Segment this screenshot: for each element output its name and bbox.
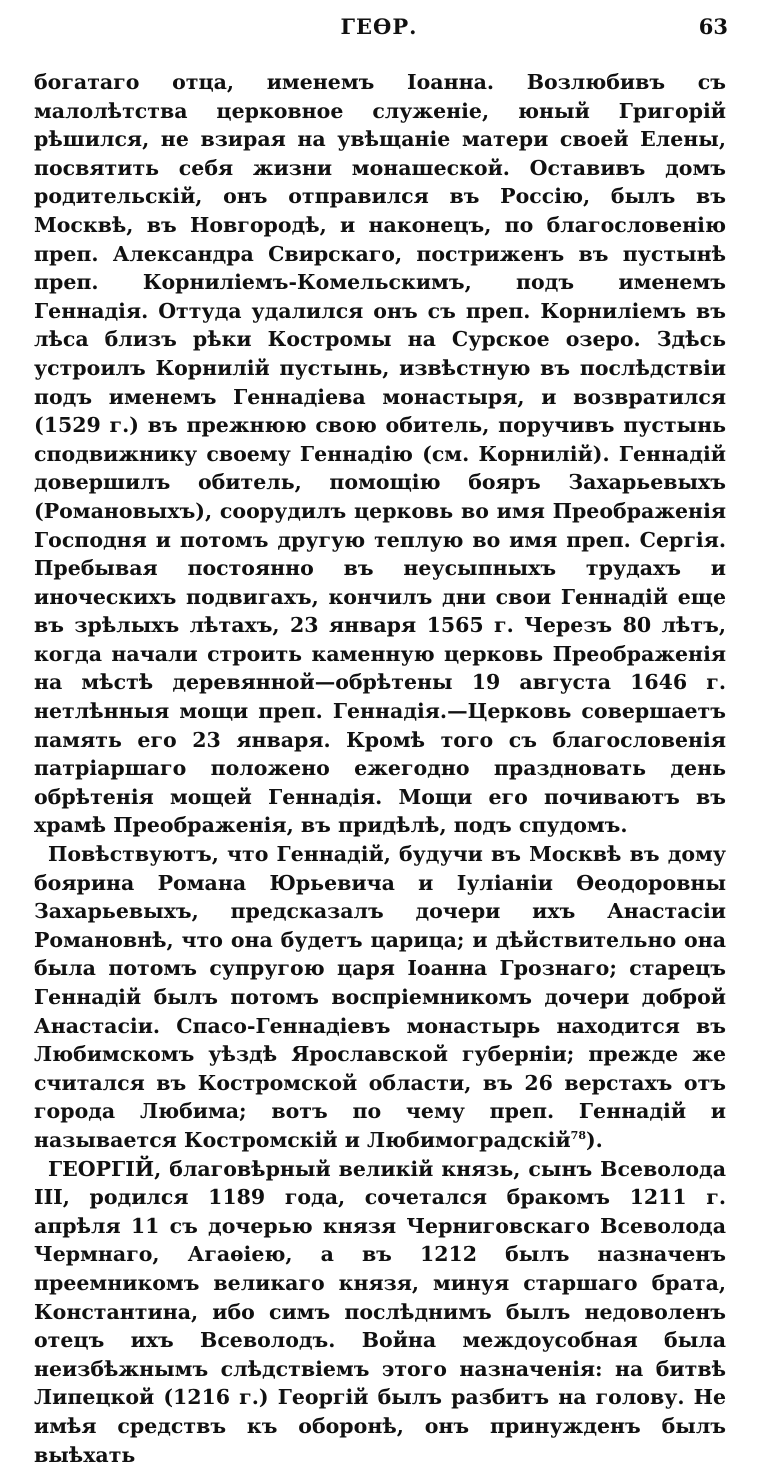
footnote-marker: 78	[570, 1129, 586, 1143]
paragraph-2	[34, 840, 726, 1155]
paragraph-1: богатаго отца, именемъ Іоанна. Возлюбивъ съ малолѣтства церковное служеніе, юный Григорій рѣшился, не взирая на увѣщаніе матери своей Елены, посвятить себя жизни монашеской. Оставивъ домъ родительскій, онъ отправился въ Россію, былъ въ Москвѣ, въ Новгородѣ, и наконецъ, по благословенію преп. Александра Свирскаго, постриженъ въ пустынѣ преп. Корниліемъ-Комельскимъ, подъ именемъ Геннадія. Оттуда удалился онъ съ преп. Корниліемъ въ лѣса близъ рѣки Костромы на Сурское озеро. Здѣсь устроилъ Корнилій пустынь, извѣстную въ послѣдствіи подъ именемъ Геннадіева монастыря, и возвратился (1529 г.) въ прежнюю свою обитель, поручивъ пустынь сподвижнику своему Геннадію (см. Корнилій). Геннадій довершилъ обитель, помощію бояръ Захарьевыхъ (Романовыхъ), соорудилъ церковь во имя Преображенія Господня и потомъ другую теплую во имя преп. Сергія. Пребывая постоянно въ неусыпныхъ трудахъ и иноческихъ подвигахъ, кончилъ дни свои Геннадій еще въ зрѣлыхъ лѣтахъ, 23 января 1565 г. Черезъ 80 лѣтъ, когда начали строить каменную церковь Преображенія на мѣстѣ деревянной—обрѣтены 19 августа 1646 г. нетлѣнныя мощи преп. Геннадія.—Церковь совершаетъ память его 23 января. Кромѣ того съ благословенія патріаршаго положено ежегодно праздновать день обрѣтенія мощей Геннадія. Мощи его почиваютъ въ храмѣ Преображенія, въ придѣлѣ, подъ спудомъ.	[34, 70, 726, 838]
paragraph-3: ГЕОРГІЙ, благовѣрный великій князь, сынъ Всеволода III, родился 1189 года, сочетался бракомъ 1211 г. апрѣля 11 съ дочерью князя Черниговскаго Всеволода Чермнаго, Агаѳіею, а въ 1212 былъ назначенъ преемникомъ великаго князя, минуя старшаго брата, Константина, ибо симъ послѣднимъ былъ недоволенъ отецъ ихъ Всеволодъ. Война междоусобная была неизбѣжнымъ слѣдствіемъ этого назначенія: на битвѣ Липецкой (1216 г.) Георгій былъ разбитъ на голову. Не имѣя средствъ къ оборонѣ, онъ принужденъ былъ выѣхать	[34, 1156, 726, 1467]
page-header	[30, 14, 728, 50]
page-number: 63	[698, 14, 728, 39]
running-head: ГЕӨР.	[340, 14, 418, 39]
paragraph-2-text: Повѣствуютъ, что Геннадій, будучи въ Москвѣ въ дому боярина Романа Юрьевича и Іуліаніи Ѳеодоровны Захарьевыхъ, предсказалъ дочери ихъ Анастасіи Романовнѣ, что она будетъ царица; и дѣйствительно она была потомъ супругою царя Іоанна Грознаго; старецъ Геннадій былъ потомъ воспріемникомъ дочери доброй Анастасіи. Спасо-Геннадіевъ монастырь находится въ Любимскомъ уѣздѣ Ярославской губерніи; прежде же считался въ Костромской области, въ 26 верстахъ отъ города Любима; вотъ по чему преп. Геннадій и называется Костромскій и Любимоградскій	[34, 842, 726, 1152]
body-text	[34, 68, 726, 1469]
paragraph-2-closing: ).	[585, 1127, 603, 1152]
